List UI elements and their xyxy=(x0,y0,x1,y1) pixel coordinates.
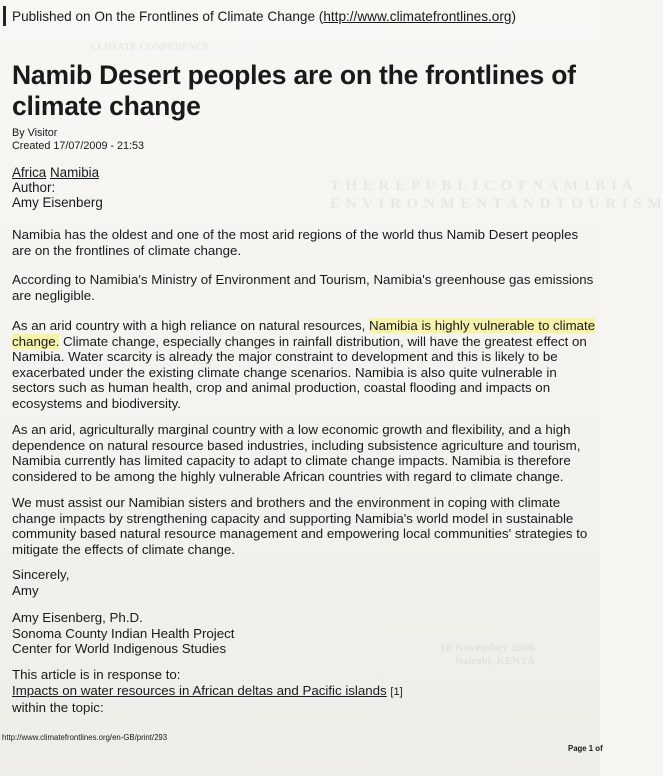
signature-org-2: Center for World Indigenous Studies xyxy=(12,641,227,657)
tag-link-africa[interactable]: Africa xyxy=(12,165,47,180)
author-name: Amy Eisenberg xyxy=(12,195,103,210)
topic-line: within the topic: xyxy=(12,700,104,716)
response-block xyxy=(12,667,403,716)
bleed-through-mark: T H E R E P U B L I C O F N A M I B I A xyxy=(330,178,634,194)
published-on-line xyxy=(12,9,516,24)
paragraph-3-start: As an arid country with a high reliance on natural resources, xyxy=(12,318,369,333)
bleed-through-mark: 18 November 2006 xyxy=(440,640,536,654)
print-url: http://www.climatefrontlines.org/en-GB/print/293 xyxy=(2,733,168,742)
article-title: Namib Desert peoples are on the frontlines of climate change xyxy=(12,60,576,121)
highlighted-text: Namibia is highly vulnerable to climate change. xyxy=(12,318,596,349)
reference-marker: [1] xyxy=(390,685,403,698)
created-date: Created 17/07/2009 - 21:53 xyxy=(12,140,145,152)
byline: By Visitor xyxy=(12,127,58,139)
paragraph-1: Namibia has the oldest and one of the most arid regions of the world thus Namib Desert peoples are on the frontlines of climate change. xyxy=(12,227,579,258)
tag-link-namibia[interactable]: Namibia xyxy=(49,165,100,180)
paragraph-3 xyxy=(12,318,596,412)
sign-off-name: Amy xyxy=(12,582,39,598)
response-intro: This article is in response to: xyxy=(12,667,181,682)
signature-block xyxy=(12,610,234,657)
paragraph-4: As an arid, agriculturally marginal country with a low economic growth and flexibility, and a high dependence on natural resource based industries, including subsistence agriculture and tourism, Namibia currently has limited capacity to adapt to climate change impacts. Namibia is therefore considered to be among the highly vulnerable African countries with regard to climate change. xyxy=(12,422,581,484)
sign-off xyxy=(12,567,69,598)
bleed-through-mark: CLIMATE CONFERENCE xyxy=(90,42,210,53)
published-suffix: ) xyxy=(511,9,516,24)
signature-org-1: Sonoma County Indian Health Project xyxy=(12,625,235,641)
bleed-through-mark: E N V I R O N M E N T A N D T O U R I S M xyxy=(330,196,663,212)
bleed-through-mark: Nairobi, KENYA xyxy=(455,655,536,667)
paragraph-3-rest: Climate change, especially changes in rainfall distribution, will have the greatest effect on Namibia. Water scarcity is already the major constraint to development and this is likely to be exacerbated under the existing climate change scenarios. Namibia is also quite vulnerable in sectors such as human health, crop and animal production, coastal flooding and impacts on ecosystems and biodiversity. xyxy=(12,333,587,411)
page-number: Page 1 of xyxy=(568,744,603,753)
paragraph-5: We must assist our Namibian sisters and brothers and the environment in coping with climate change impacts by strengthening capacity and supporting Namibia's world model in sustainable community based natural resource management and empowering local communities' strategies to mitigate the effects of climate change. xyxy=(12,495,588,557)
author-label: Author: xyxy=(12,180,56,195)
taxonomy-block xyxy=(12,165,103,210)
site-link[interactable]: http://www.climatefrontlines.org xyxy=(323,9,512,24)
published-prefix: Published on On the Frontlines of Climate Change ( xyxy=(12,9,324,24)
sign-off-line: Sincerely, xyxy=(12,567,70,582)
signature-name: Amy Eisenberg, Ph.D. xyxy=(12,610,143,625)
binder-clip-mark xyxy=(3,6,6,26)
paragraph-2: According to Namibia's Ministry of Environment and Tourism, Namibia's greenhouse gas emissions are negligible. xyxy=(12,272,594,303)
response-article-link[interactable]: Impacts on water resources in African deltas and Pacific islands xyxy=(12,682,387,698)
